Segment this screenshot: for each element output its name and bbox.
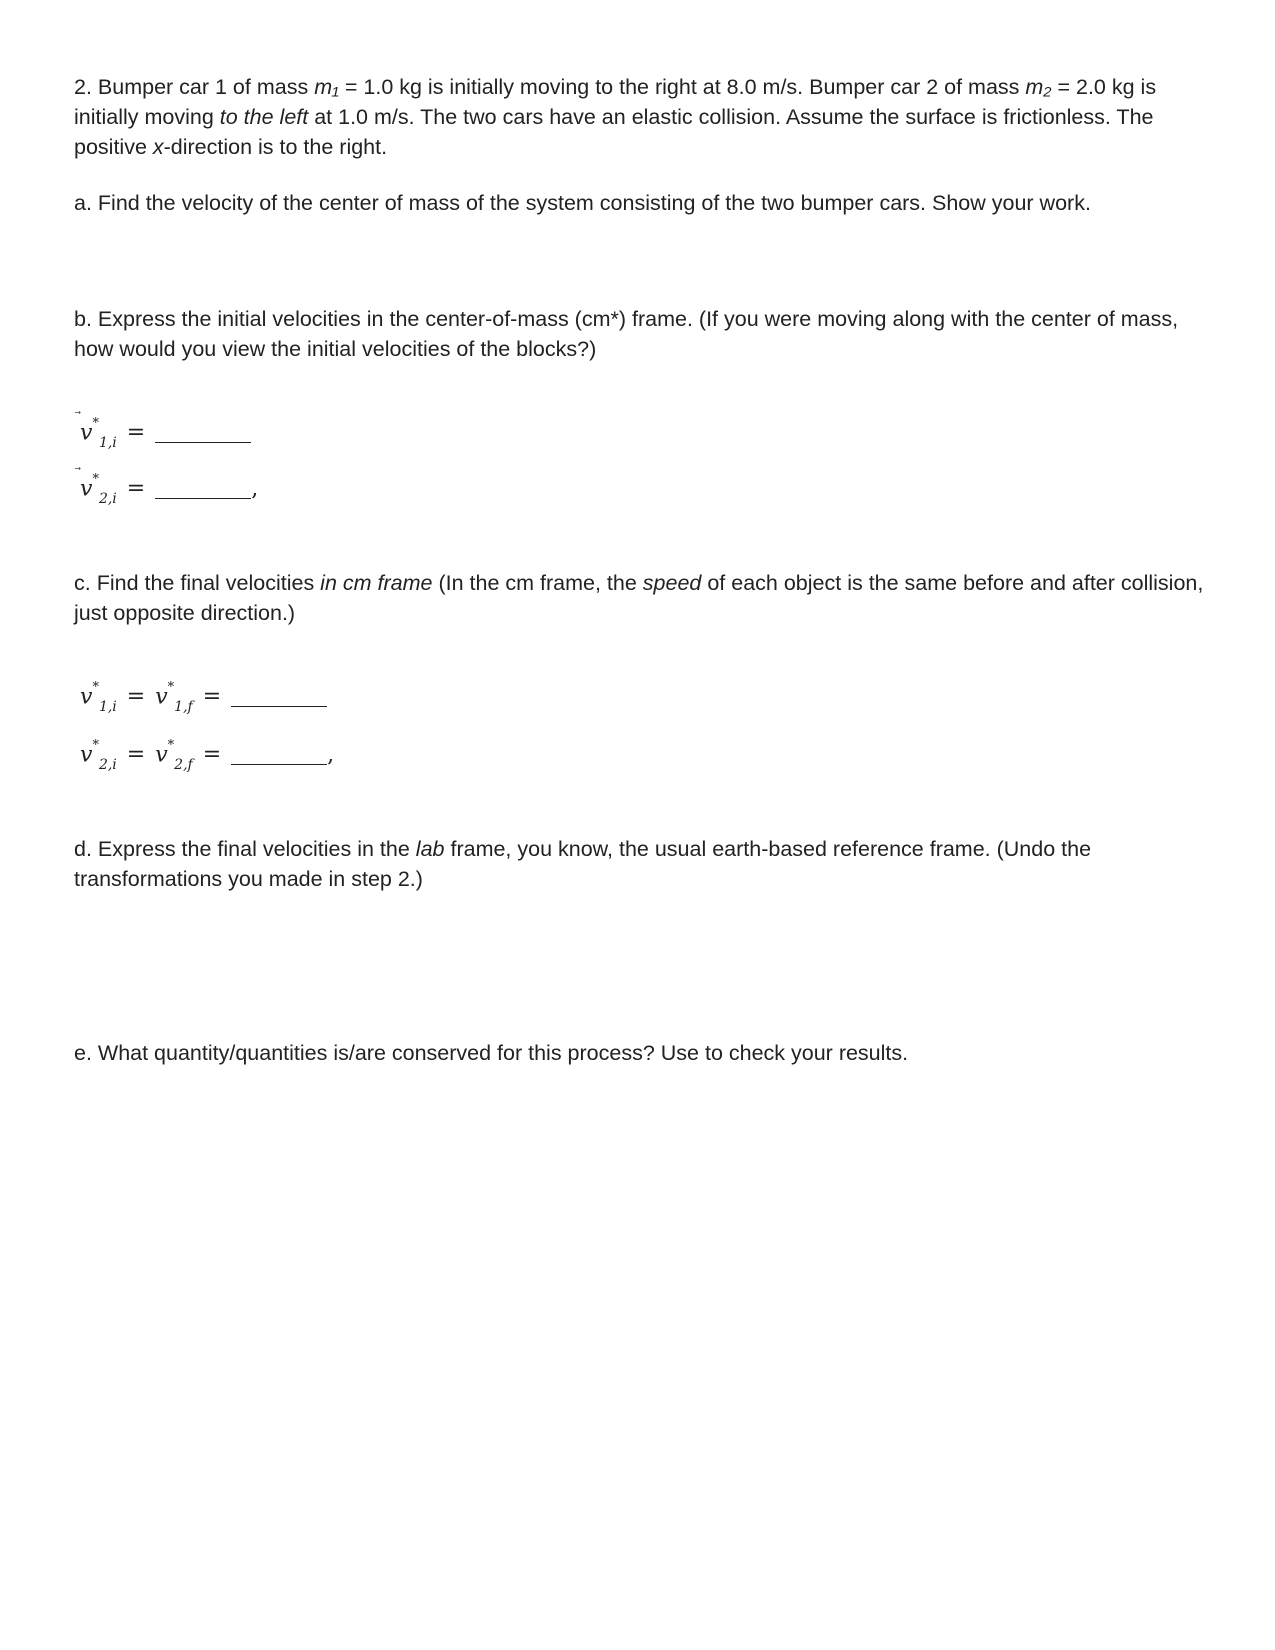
part-d-question: d. Express the final velocities in the lab frame, you know, the usual earth-based reference frame. (Undo the transformations you made in step 2.) xyxy=(74,837,1092,891)
part-a-question: a. Find the velocity of the center of mass of the system consisting of the two bumper cars. Show your work. xyxy=(74,191,1091,215)
m1-symbol: m₁ xyxy=(314,75,339,99)
equation-v2-initial-cm: $v^*_{2,i}$ = , xyxy=(80,472,259,507)
answer-blank-v1-final[interactable] xyxy=(231,688,327,707)
equation-v1-initial-cm: $v^*_{1,i}$ = xyxy=(80,420,251,456)
m2-symbol: m₂ xyxy=(1025,75,1052,99)
answer-blank-v2-initial[interactable] xyxy=(155,480,251,499)
part-c-question: c. Find the final velocities in cm frame (In the cm frame, the speed of each object is the same before and after collision, just opposite direction.) xyxy=(74,571,1204,625)
problem-statement: 2. Bumper car 1 of mass m₁ = 1.0 kg is initially moving to the right at 8.0 m/s. Bumper car 2 of mass m₂ = 2.0 kg is initially moving to the left at 1.0 m/s. The two cars have an elastic collision. Assume the surface is frictionless. The positive x-direction is to the right. xyxy=(74,75,1157,159)
answer-blank-v2-final[interactable] xyxy=(231,746,327,765)
answer-blank-v1-initial[interactable] xyxy=(155,424,251,443)
part-e-question: e. What quantity/quantities is/are conserved for this process? Use to check your results. xyxy=(74,1041,909,1065)
equation-v2-final-cm: $v^*_{2,i} = v^*_{2,f}$ = , xyxy=(80,738,335,773)
part-b-question: b. Express the initial velocities in the center-of-mass (cm*) frame. (If you were moving along with the center of mass, how would you view the initial velocities of the blocks?) xyxy=(74,307,1179,361)
equation-v1-final-cm: $v^*_{1,i} = v^*_{1,f}$ = xyxy=(80,684,327,720)
